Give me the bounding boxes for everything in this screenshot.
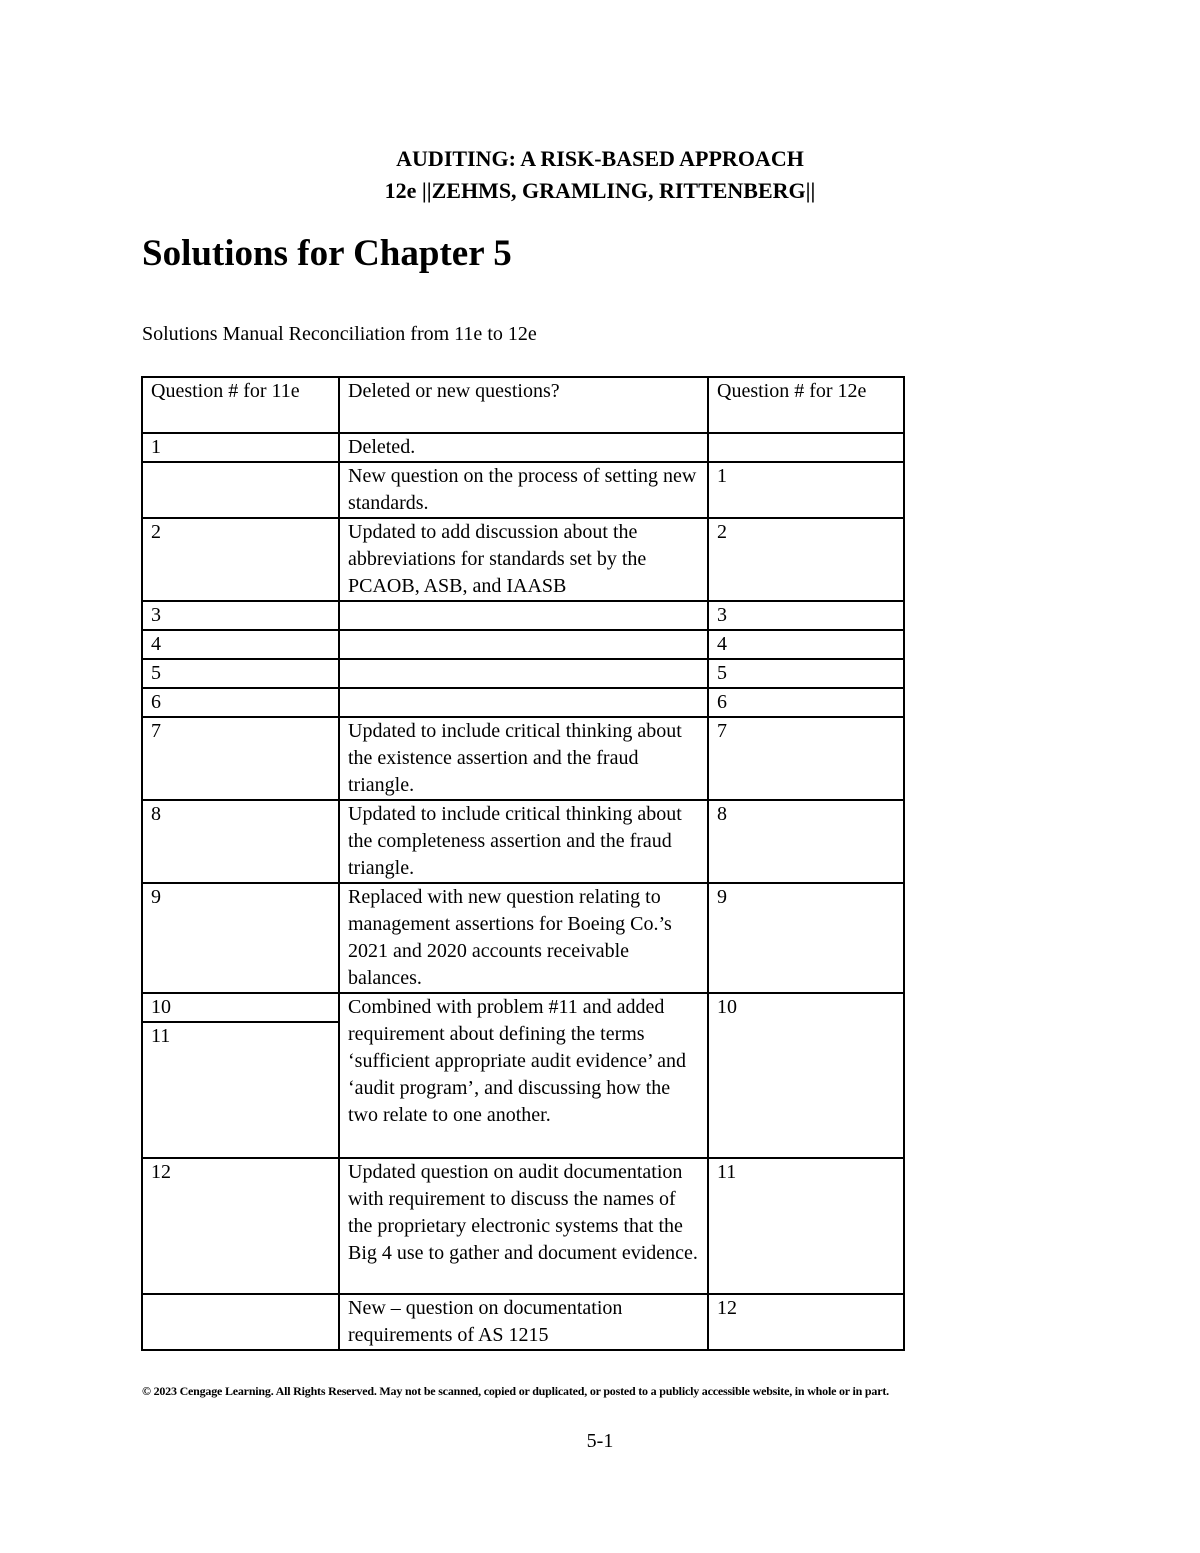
cell-q12: 3 (708, 601, 904, 630)
book-title: AUDITING: A RISK-BASED APPROACH (396, 146, 804, 171)
cell-q12: 10 (708, 993, 904, 1158)
page-title: Solutions for Chapter 5 (142, 233, 512, 274)
table-row (142, 462, 904, 518)
cell-change: Updated to include critical thinking about the existence assertion and the fraud triangle. (339, 717, 708, 800)
cell-change: Updated to add discussion about the abbreviations for standards set by the PCAOB, ASB, and IAASB (339, 518, 708, 601)
book-edition-authors: 12e ||ZEHMS, GRAMLING, RITTENBERG|| (384, 178, 816, 203)
cell-q12: 7 (708, 717, 904, 800)
cell-q12: 6 (708, 688, 904, 717)
cell-q12: 4 (708, 630, 904, 659)
cell-change (339, 659, 708, 688)
cell-q11: 3 (142, 601, 339, 630)
cell-q11: 12 (142, 1158, 339, 1294)
cell-q11: 6 (142, 688, 339, 717)
cell-change: Updated question on audit documentation with requirement to discuss the names of the proprietary electronic systems that the Big 4 use to gather and document evidence. (339, 1158, 708, 1294)
table-row (142, 993, 904, 1022)
copyright-notice: © 2023 Cengage Learning. All Rights Reserved. May not be scanned, copied or duplicated, or posted to a publicly accessible website, in whole or in part. (142, 1384, 889, 1398)
section-subtitle: Solutions Manual Reconciliation from 11e to 12e (142, 323, 537, 345)
header-q11: Question # for 11e (142, 377, 339, 433)
cell-change: Replaced with new question relating to management assertions for Boeing Co.’s 2021 and 2020 accounts receivable balances. (339, 883, 708, 993)
table-row (142, 1294, 904, 1350)
cell-q11: 1 (142, 433, 339, 462)
table-row (142, 659, 904, 688)
cell-q11: 7 (142, 717, 339, 800)
cell-q12: 5 (708, 659, 904, 688)
cell-change: Updated to include critical thinking about the completeness assertion and the fraud triangle. (339, 800, 708, 883)
cell-change (339, 688, 708, 717)
reconciliation-table (141, 376, 905, 1351)
cell-change: Deleted. (339, 433, 708, 462)
cell-change: Combined with problem #11 and added requirement about defining the terms ‘sufficient appropriate audit evidence’ and ‘audit program’, and discussing how the two relate to one another. (339, 993, 708, 1158)
cell-q12: 11 (708, 1158, 904, 1294)
page-number: 5-1 (586, 1430, 614, 1452)
table-row (142, 433, 904, 462)
table-row (142, 717, 904, 800)
cell-q12: 9 (708, 883, 904, 993)
cell-q11: 5 (142, 659, 339, 688)
cell-q11: 2 (142, 518, 339, 601)
cell-q11: 8 (142, 800, 339, 883)
cell-q11: 10 (142, 993, 339, 1022)
table-row (142, 1158, 904, 1294)
cell-change: New question on the process of setting new standards. (339, 462, 708, 518)
table-row (142, 601, 904, 630)
cell-q12: 1 (708, 462, 904, 518)
table-row (142, 630, 904, 659)
cell-q12: 12 (708, 1294, 904, 1350)
table-row (142, 800, 904, 883)
cell-change (339, 630, 708, 659)
table-row (142, 883, 904, 993)
cell-q11 (142, 1294, 339, 1350)
cell-q11: 9 (142, 883, 339, 993)
table-header-row (142, 377, 904, 433)
cell-q11: 11 (142, 1022, 339, 1158)
cell-q12: 2 (708, 518, 904, 601)
cell-q12: 8 (708, 800, 904, 883)
cell-q11: 4 (142, 630, 339, 659)
table-row (142, 688, 904, 717)
cell-change: New – question on documentation requirements of AS 1215 (339, 1294, 708, 1350)
cell-q11 (142, 462, 339, 518)
cell-q12 (708, 433, 904, 462)
cell-change (339, 601, 708, 630)
header-q12: Question # for 12e (708, 377, 904, 433)
header-change: Deleted or new questions? (339, 377, 708, 433)
table-row (142, 518, 904, 601)
